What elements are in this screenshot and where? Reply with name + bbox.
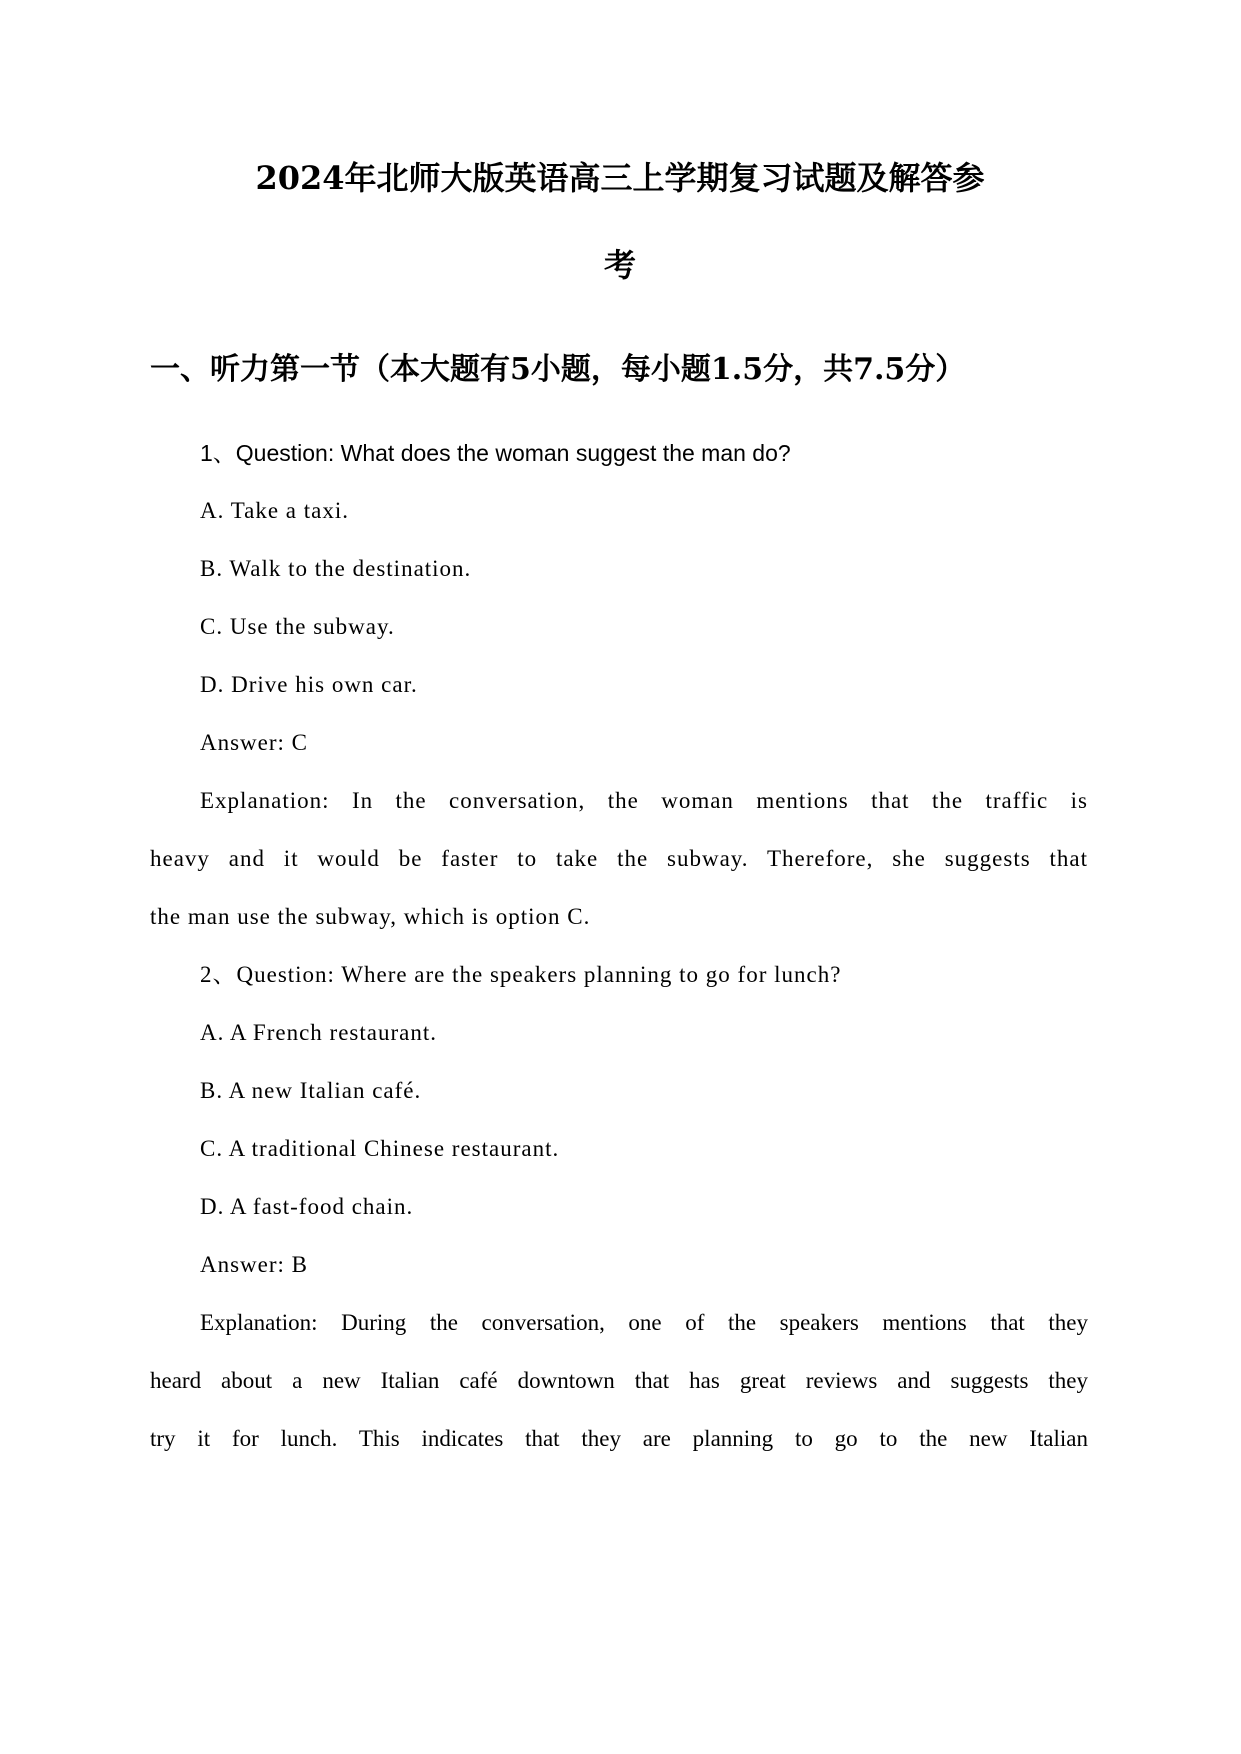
question-1-explanation-line-2: heavy and it would be faster to take the subway. Therefore, she suggests that bbox=[150, 846, 1088, 871]
question-1-option-b: B. Walk to the destination. bbox=[200, 556, 472, 581]
question-2-text: 2、Question: Where are the speakers planning to go for lunch? bbox=[200, 962, 842, 987]
document-title-line-1: 2024年北师大版英语高三上学期复习试题及解答参 bbox=[255, 159, 985, 197]
question-2-explanation-line-2: heard about a new Italian café downtown that has great reviews and suggests they bbox=[150, 1368, 1088, 1393]
question-2-option-c: C. A traditional Chinese restaurant. bbox=[200, 1136, 560, 1161]
question-1-option-a: A. Take a taxi. bbox=[200, 498, 350, 523]
question-2-option-d: D. A fast-food chain. bbox=[200, 1194, 414, 1219]
question-1-answer: Answer: C bbox=[200, 730, 309, 755]
question-1-option-c: C. Use the subway. bbox=[200, 614, 395, 639]
document-title-line-2: 考 bbox=[603, 246, 636, 284]
question-1-explanation-line-3: the man use the subway, which is option C. bbox=[150, 904, 591, 929]
question-2-explanation-line-1: Explanation: During the conversation, one of the speakers mentions that they bbox=[200, 1310, 1088, 1335]
question-2-answer: Answer: B bbox=[200, 1252, 309, 1277]
question-1-option-d: D. Drive his own car. bbox=[200, 672, 418, 697]
question-1-explanation-line-1: Explanation: In the conversation, the woman mentions that the traffic is bbox=[200, 788, 1088, 813]
question-2-option-b: B. A new Italian café. bbox=[200, 1078, 422, 1103]
question-2-option-a: A. A French restaurant. bbox=[200, 1020, 437, 1045]
question-2-explanation-line-3: try it for lunch. This indicates that they are planning to go to the new Italian bbox=[150, 1426, 1088, 1451]
question-1-text: 1、Question: What does the woman suggest the man do? bbox=[200, 440, 791, 466]
section-heading: 一、听力第一节（本大题有5小题，每小题1.5分，共7.5分） bbox=[150, 352, 966, 387]
